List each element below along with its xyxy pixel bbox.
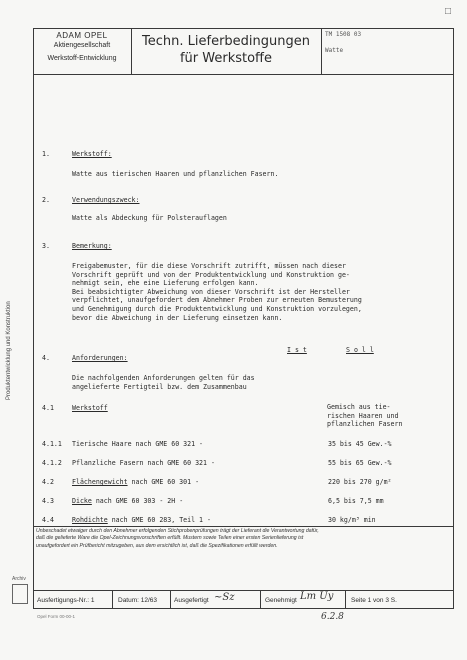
doc-number: TM 1508 03 [325, 31, 362, 38]
footer-sep [112, 590, 113, 609]
section-1-number: 1. [42, 150, 50, 158]
req-number: 4.1 [42, 404, 54, 412]
req-soll-line: pflanzlichen Fasern [327, 420, 403, 429]
form-code: Opel Form 00-00-1 [37, 614, 76, 619]
corner-mark: □ [445, 6, 452, 17]
section-3-body [72, 262, 362, 322]
section-4-intro-2: angelieferte Fertigteil bzw. dem Zusammenbau [72, 383, 247, 391]
company-form: Aktiengesellschaft [53, 42, 111, 49]
prepared-by-label: Ausgefertigt [174, 597, 209, 604]
section-1-body: Watte aus tierischen Haaren und pflanzlichen Fasern. [72, 170, 279, 178]
section-3-line: verpflichtet, unaufgefordert dem Abnehmer Proben zur erneuten Bemusterung [72, 296, 362, 305]
title-line-1: Techn. Lieferbedingungen [142, 34, 310, 49]
prepared-signature: ~Sz [214, 592, 235, 603]
archive-boxes [12, 584, 28, 604]
req-name: Pflanzliche Fasern nach GME 60 321 - [72, 459, 215, 467]
req-name: Werkstoff [72, 404, 108, 412]
req-soll-value: 6,5 bis 7,5 mm [328, 497, 384, 505]
document-date: Datum: 12/63 [118, 597, 158, 604]
footer-divider-row [33, 590, 454, 591]
department-name: Werkstoff-Entwicklung [47, 55, 117, 62]
req-soll [327, 403, 402, 429]
section-2-number: 2. [42, 196, 50, 204]
req-number: 4.1.1 [42, 440, 62, 448]
req-soll-value: 220 bis 270 g/m² [328, 478, 392, 486]
section-4-label: Anforderungen: [72, 354, 128, 362]
section-3-line: bevor die Abweichung in der Lieferung einsetzen kann. [72, 313, 283, 322]
req-name-line [72, 478, 199, 487]
req-soll-line: rischen Haaren und [327, 411, 399, 420]
section-2-label: Verwendungszweck: [72, 196, 140, 204]
section-3-line: nehmigt sein, ehe eine Lieferung erfolgen kann. [72, 279, 259, 288]
document-title [131, 28, 321, 74]
doc-subject: Watte [325, 47, 344, 54]
req-spec: nach GME 60 301 - [127, 478, 200, 486]
req-name-line [72, 516, 211, 525]
title-line-2: für Werkstoffe [179, 51, 273, 66]
req-spec: nach GME 60 283, Teil 1 - [107, 516, 211, 524]
req-soll-line: Gemisch aus tie- [327, 403, 391, 411]
section-3-line: Bei beabsichtigter Abweichung von dieser Vorschrift ist der Hersteller [72, 287, 350, 296]
section-4-number: 4. [42, 354, 50, 362]
req-soll-value: 30 kg/m³ min [328, 516, 376, 524]
note-line: unaufgefordert ein Prüfbericht mitzugeben, aus dem ersichtlich ist, daß die Spezifikationen erfüllt werden. [36, 542, 278, 549]
section-3-label: Bemerkung: [72, 242, 112, 250]
footer-divider-top [33, 526, 454, 527]
note-line: Unbeschadet etwaiger durch den Abnehmer erfolgenden Stichprobenprüfungen trägt der Lieferant die Verantwortung dafür, [36, 528, 319, 534]
edition-number: Ausfertigungs-Nr.: 1 [37, 597, 95, 604]
page-count: Seite 1 von 3 S. [351, 597, 397, 604]
archive-label: Archiv [12, 576, 26, 582]
req-number: 4.4 [42, 516, 54, 524]
company-name: ADAM OPEL [56, 31, 108, 40]
section-3-line: Freigabemuster, für die diese Vorschrift zutrifft, müssen nach dieser [72, 262, 346, 270]
footer-sep [170, 590, 171, 609]
header-divider [33, 74, 454, 75]
req-name: Rohdichte [72, 516, 108, 524]
section-3-line: Vorschrift geprüft und von der Produktentwicklung und Konstruktion ge- [72, 270, 350, 279]
req-name-line [72, 497, 183, 506]
req-name: Tierische Haare nach GME 60 321 - [72, 440, 204, 448]
req-soll-value: 55 bis 65 Gew.-% [328, 459, 392, 467]
footer-sep [260, 590, 261, 609]
section-3-line: und Genehmigung durch die Produktentwicklung und Konstruktion vorzulegen, [72, 304, 362, 313]
liability-note [36, 528, 450, 550]
section-3-number: 3. [42, 242, 50, 250]
req-name: Dicke [72, 497, 92, 505]
side-department-label: Produktentwicklung und Konstruktion [6, 301, 12, 400]
company-block [33, 28, 131, 74]
req-number: 4.1.2 [42, 459, 62, 467]
approved-signature: Lm Uy [300, 591, 334, 602]
header-col-2 [321, 28, 322, 74]
section-4-intro-1: Die nachfolgenden Anforderungen gelten für das [72, 374, 255, 382]
doc-ref-block [325, 30, 361, 56]
req-spec: nach GME 60 303 - 2H - [91, 497, 184, 505]
approved-by-label: Genehmigt [265, 597, 297, 604]
section-2-body: Watte als Abdeckung für Polsterauflagen [72, 214, 227, 222]
note-line: daß die gelieferte Ware die Opel-Zeichnungsvorschriften erfüllt. Mustern sowie Teilen einer ersten Serienlieferung ist [36, 535, 304, 542]
footer-sep [345, 590, 346, 609]
req-name: Flächengewicht [72, 478, 128, 486]
section-1-label: Werkstoff: [72, 150, 112, 158]
req-soll-value: 35 bis 45 Gew.-% [328, 440, 392, 448]
column-header-ist: I s t [287, 346, 307, 354]
handwritten-stamp: 6.2.8 [321, 612, 344, 622]
column-header-soll: S o l l [346, 346, 374, 354]
req-number: 4.2 [42, 478, 54, 486]
req-number: 4.3 [42, 497, 54, 505]
